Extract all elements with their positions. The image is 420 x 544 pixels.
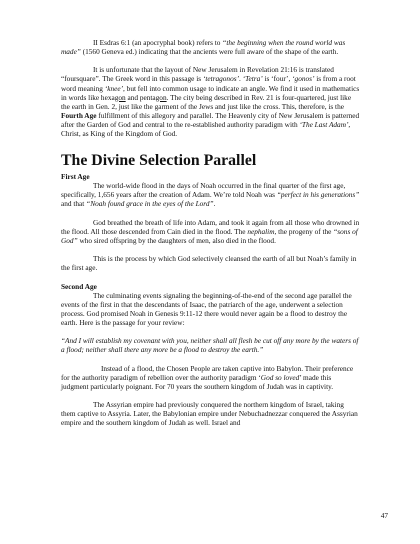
- underline-run: gon: [114, 92, 126, 102]
- first-age-paragraph-breath: [61, 218, 360, 245]
- first-age-paragraph-cleansed: This is the process by which God selectively cleansed the earth of all but Noah’s family in the first age.: [61, 254, 357, 273]
- intro-paragraph-jerusalem: [61, 65, 360, 138]
- text-run: The world-wide flood in the days of Noah occurred in the final quarter of the first age, specifically, 1,656 years after the creation of Adam. We’re told Noah was: [61, 181, 346, 200]
- text-run: .: [239, 74, 243, 84]
- text-run: It is unfortunate that the layout of New Jerusalem in Revelation 21:16 is translated “foursquare”. The Greek word in this passage is: [61, 65, 334, 84]
- text-run: II Esdras 6:1 (an apocryphal book) refers to: [93, 38, 223, 47]
- quote-run: “Noah found grace in the eyes of the Lord”: [86, 199, 214, 209]
- section-heading: The Divine Selection Parallel: [61, 152, 257, 170]
- scripture-quote: “And I will establish my covenant with you, neither shall all flesh be cut off any more by the waters of a flood; neither shall there any more be a flood to destroy the earth.”: [61, 336, 359, 355]
- underline-run: gon: [155, 92, 167, 102]
- text-run: , the progeny of the: [274, 226, 334, 236]
- second-age-paragraph-events: The culminating events signaling the beginning-of-the-end of the second age parallel the events of the first in that the descendants of Isaac, the patriarch of the age, underwent a selection process. God promised Noah in Genesis 9:11-12 there would never again be a flood to destroy the earth. Here is the passage for your review:: [61, 290, 352, 327]
- text-run: God breathed the breath of life into Adam, and took it again from all those who drowned in the flood. All those descended from Cain died in the flood. The: [61, 217, 360, 236]
- italic-run: ‘knee’: [104, 83, 124, 93]
- text-run: is ‘four’,: [262, 74, 293, 84]
- text-run: fulfillment of this allegory and parallel. The Heavenly city of New Jerusalem is patterned after the Garden of God and central to the re-established authority paradigm with: [61, 110, 360, 129]
- first-age-subheading: First Age: [61, 172, 90, 182]
- first-age-paragraph-flood: [61, 181, 360, 208]
- italic-run: ‘Tetra’: [242, 74, 263, 84]
- text-run: and penta: [125, 92, 156, 102]
- text-run: , Christ, as King of the Kingdom of God.: [61, 119, 351, 139]
- second-age-paragraph-assyria: The Assyrian empire had previously conquered the northern kingdom of Israel, taking them captive to Assyria. Later, the Babylonian empire under Nebuchadnezzar conquered the Assyrian empire and the southern kingdom of Judah as well. Israel and: [61, 400, 358, 428]
- text-run: . The city being described in Rev. 21 is four-quartered, just like the earth in Gen. 2, just like the garment of the Jews and just like the cross. This, therefore, is the: [61, 92, 352, 111]
- bold-run: Fourth Age: [61, 110, 97, 120]
- italic-run: nephalim: [247, 226, 275, 236]
- text-run: .: [213, 199, 216, 209]
- quote-run: “perfect in his generations”: [276, 190, 360, 200]
- text-run: who sired offspring by the daughters of men, also died in the flood.: [77, 235, 276, 245]
- text-run: ’ made this judgment particularly poignant. For 70 years the southern kingdom of Judah was in captivity.: [61, 372, 334, 391]
- second-age-subheading: Second Age: [61, 281, 97, 291]
- second-age-paragraph-babylon: [61, 364, 360, 391]
- quote-run: “sons of God”: [61, 226, 358, 245]
- page-number: 47: [380, 511, 388, 520]
- text-run: (1560 Geneva ed.) indicating that the ancients were full aware of the shape of the earth.: [80, 47, 339, 57]
- intro-paragraph-esdras: [61, 38, 360, 56]
- italic-run: ‘tetragonos’: [202, 74, 239, 84]
- italic-run: ‘The Last Adam’: [299, 119, 349, 129]
- quote-run: “the beginning when the round world was made”: [61, 38, 346, 57]
- italic-run: God so loved: [260, 372, 300, 382]
- italic-run: ‘gonos’: [292, 74, 315, 84]
- text-run: and that: [61, 199, 87, 209]
- text-run: , but fell into common usage to indicate an angle. We find it used in mathematics in words like hexa: [61, 83, 360, 102]
- text-run: Instead of a flood, the Chosen People are taken captive into Babylon. Their preference for the authority paradigm of rebellion over the authority paradigm ‘: [61, 363, 354, 382]
- text-run: is from a root word meaning: [61, 74, 356, 93]
